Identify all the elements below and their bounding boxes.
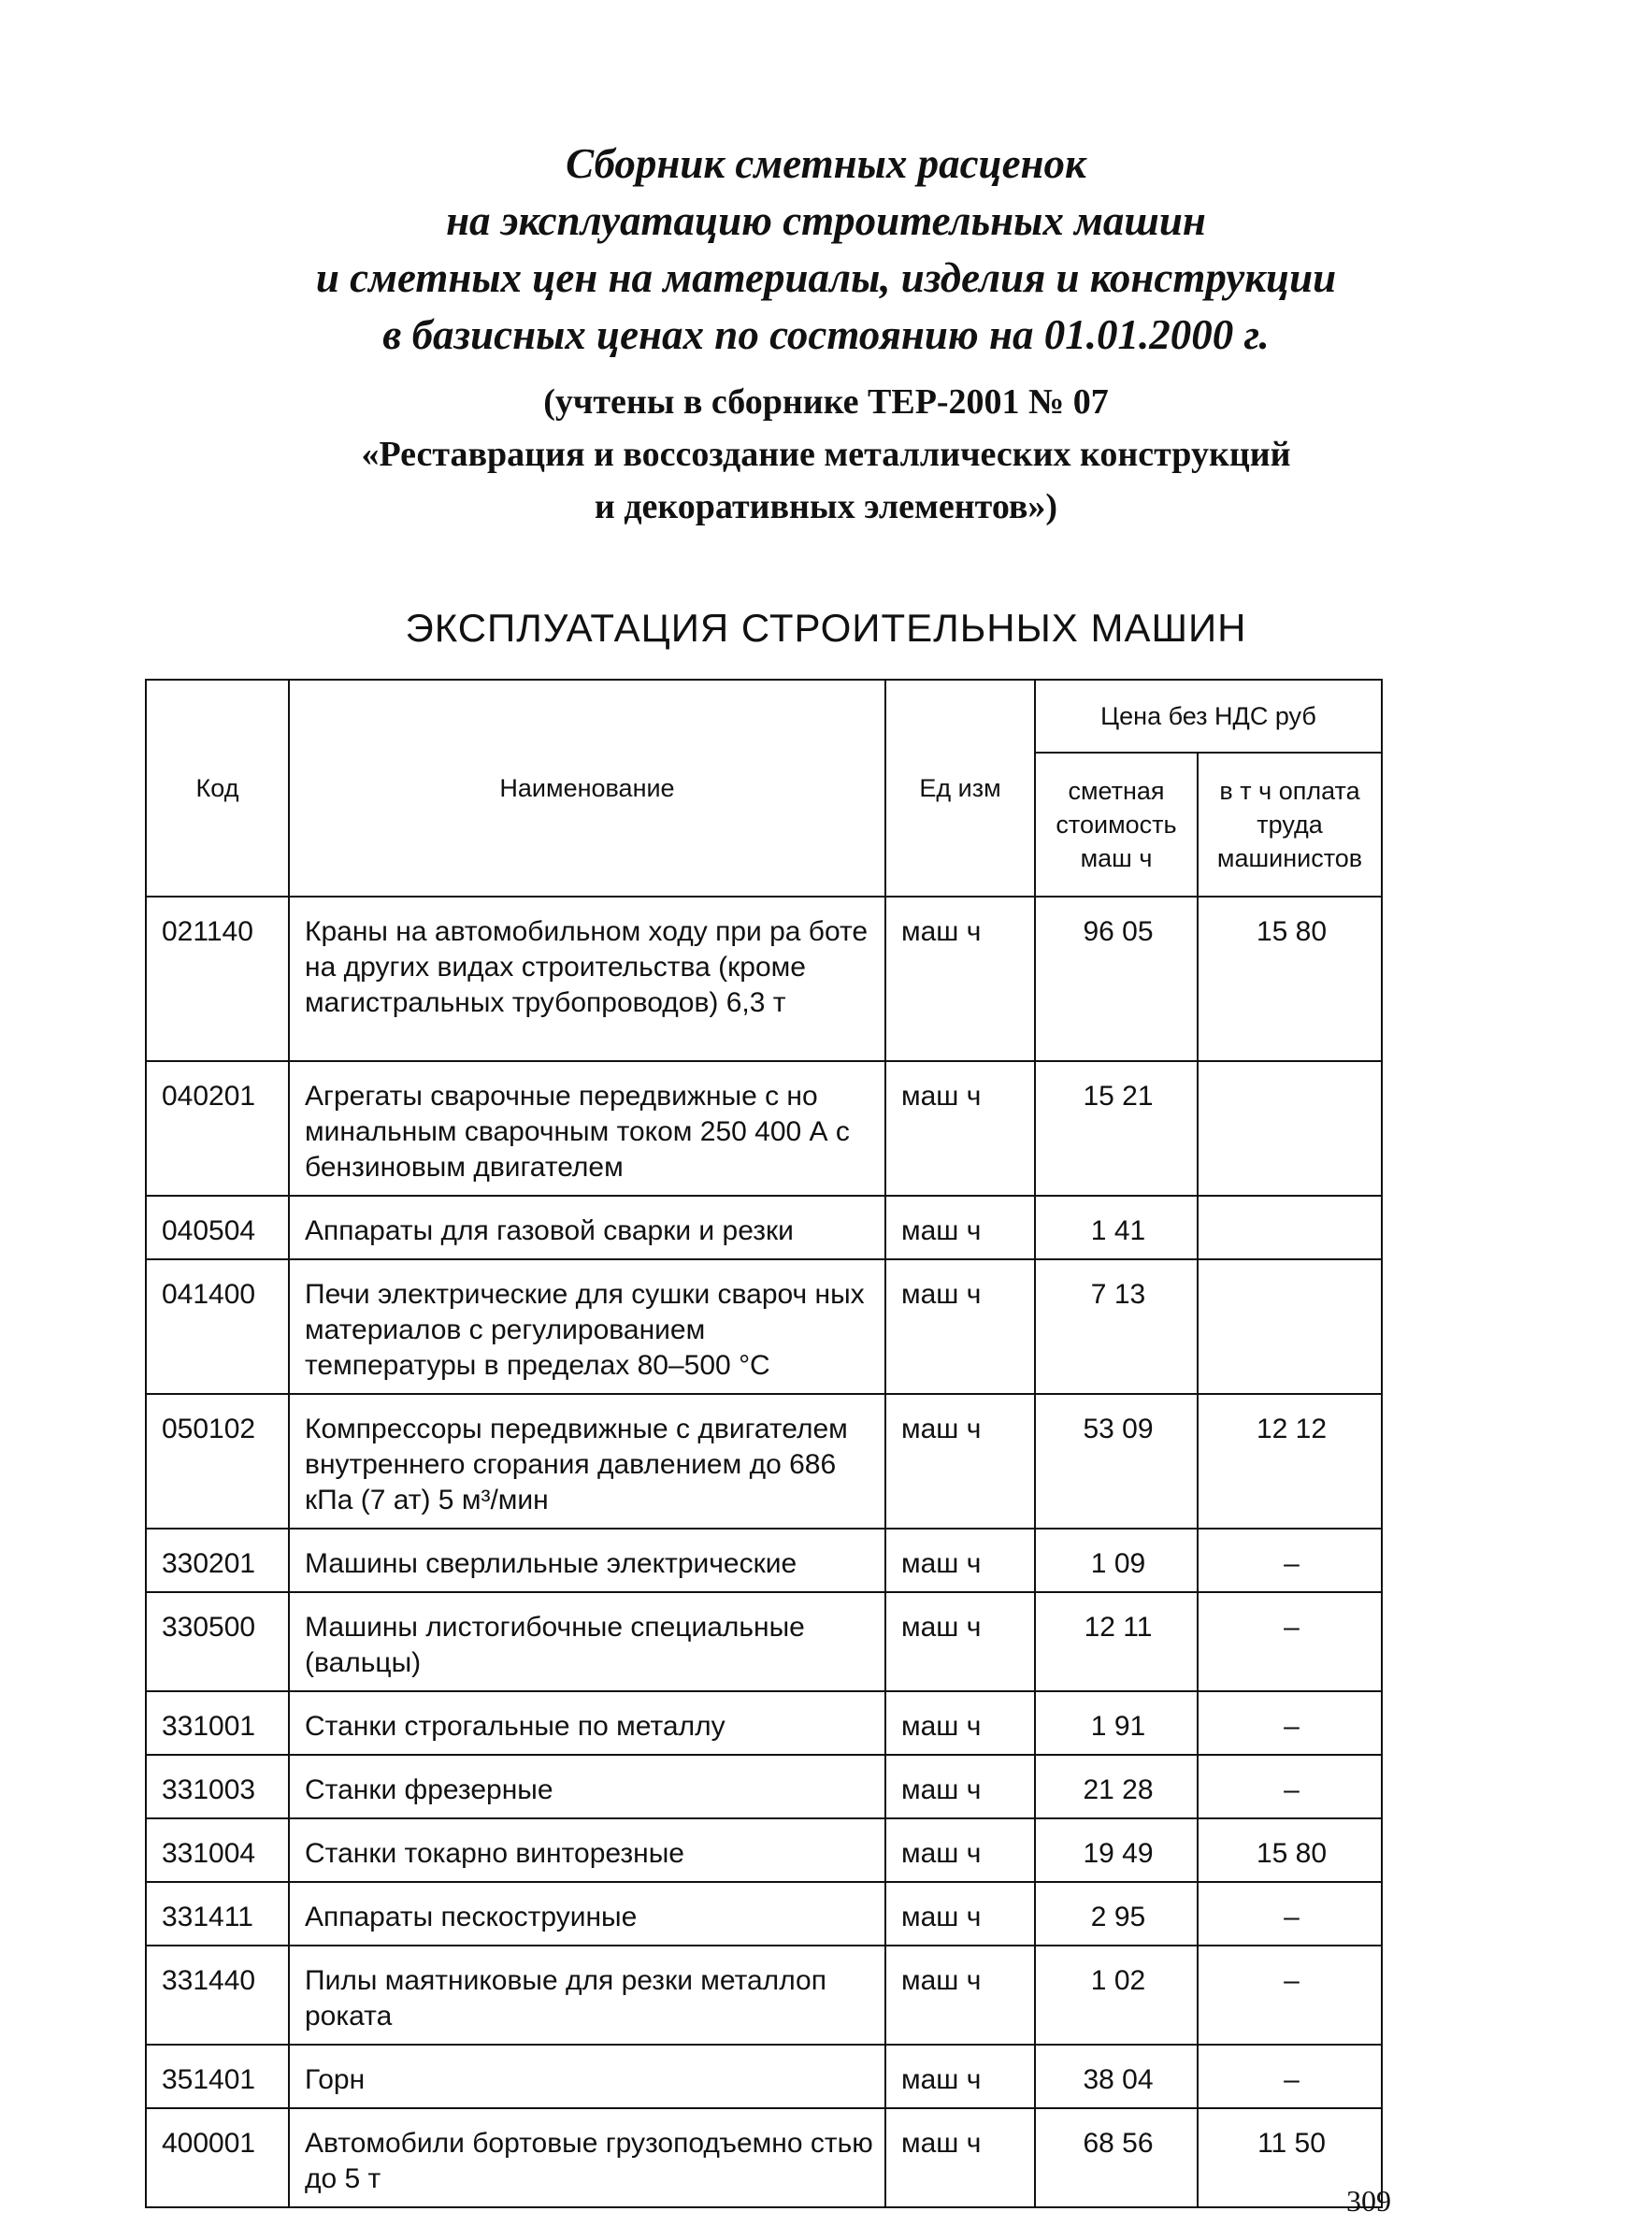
table-row [146, 1691, 1382, 1755]
table-header [146, 680, 1382, 897]
cell-code: 331001 [146, 1691, 289, 1755]
cell-name: Аппараты пескоструиные [289, 1882, 885, 1946]
cell-name: Краны на автомобильном ходу при ра боте на других видах строительства (кроме магистральных трубопроводов) 6,3 т [289, 897, 885, 1061]
cell-unit: маш ч [885, 897, 1035, 1061]
cell-cost: 2 95 [1035, 1882, 1198, 1946]
table-row [146, 2045, 1382, 2108]
cell-labor: – [1198, 1946, 1382, 2045]
cell-unit: маш ч [885, 2108, 1035, 2207]
table-body [146, 897, 1382, 2207]
header-name: Наименование [289, 680, 885, 897]
header-price-group: Цена без НДС руб [1035, 680, 1382, 753]
header-unit: Ед изм [885, 680, 1035, 897]
cell-cost: 15 21 [1035, 1061, 1198, 1196]
cell-unit: маш ч [885, 1818, 1035, 1882]
collection-title [0, 136, 1652, 364]
cell-labor [1198, 1196, 1382, 1259]
title-line: на эксплуатацию строительных машин [446, 197, 1206, 244]
table-row [146, 1882, 1382, 1946]
cell-cost: 68 56 [1035, 2108, 1198, 2207]
cell-cost: 12 11 [1035, 1592, 1198, 1691]
cell-name: Машины сверлильные электрические [289, 1529, 885, 1592]
cell-code: 050102 [146, 1394, 289, 1529]
cell-labor: – [1198, 1755, 1382, 1818]
cell-name: Пилы маятниковые для резки металлоп роката [289, 1946, 885, 2045]
cell-name: Станки строгальные по металлу [289, 1691, 885, 1755]
cell-unit: маш ч [885, 1691, 1035, 1755]
subtitle-line: «Реставрация и воссоздание металлических конструкций [361, 435, 1291, 474]
subtitle-line: (учтены в сборнике ТЕР-2001 № 07 [543, 382, 1109, 422]
cell-cost: 21 28 [1035, 1755, 1198, 1818]
cell-code: 041400 [146, 1259, 289, 1394]
title-line: Сборник сметных расценок [566, 140, 1086, 187]
cell-cost: 1 91 [1035, 1691, 1198, 1755]
cell-code: 040504 [146, 1196, 289, 1259]
cell-unit: маш ч [885, 1259, 1035, 1394]
cell-name: Компрессоры передвижные с двигателем внутреннего сгорания давлением до 686 кПа (7 ат) 5 м³/мин [289, 1394, 885, 1529]
cell-code: 330201 [146, 1529, 289, 1592]
header-cost: сметная стоимость маш ч [1035, 753, 1198, 897]
subtitle-line: и декоративных элементов») [594, 487, 1058, 526]
cell-cost: 19 49 [1035, 1818, 1198, 1882]
cell-labor: 15 80 [1198, 1818, 1382, 1882]
cell-labor: 15 80 [1198, 897, 1382, 1061]
table-row [146, 1755, 1382, 1818]
collection-subtitle [0, 376, 1652, 533]
cell-code: 331004 [146, 1818, 289, 1882]
machine-rates-table [145, 679, 1383, 2208]
cell-name: Автомобили бортовые грузоподъемно стью до 5 т [289, 2108, 885, 2207]
table-row [146, 897, 1382, 1061]
page-number: 309 [1346, 2184, 1391, 2218]
cell-labor: – [1198, 1529, 1382, 1592]
cell-labor: – [1198, 1691, 1382, 1755]
cell-labor: 11 50 [1198, 2108, 1382, 2207]
cell-labor [1198, 1259, 1382, 1394]
cell-cost: 1 09 [1035, 1529, 1198, 1592]
header-labor: в т ч оплата труда машинистов [1198, 753, 1382, 897]
cell-labor: – [1198, 1882, 1382, 1946]
cell-unit: маш ч [885, 1394, 1035, 1529]
cell-labor: – [1198, 2045, 1382, 2108]
table-row [146, 1061, 1382, 1196]
header-code: Код [146, 680, 289, 897]
cell-name: Горн [289, 2045, 885, 2108]
table-row [146, 1529, 1382, 1592]
cell-code: 331003 [146, 1755, 289, 1818]
cell-labor [1198, 1061, 1382, 1196]
cell-unit: маш ч [885, 2045, 1035, 2108]
title-line: в базисных ценах по состоянию на 01.01.2000 г. [382, 311, 1270, 358]
cell-unit: маш ч [885, 1592, 1035, 1691]
cell-cost: 7 13 [1035, 1259, 1198, 1394]
cell-unit: маш ч [885, 1196, 1035, 1259]
cell-unit: маш ч [885, 1529, 1035, 1592]
table-row [146, 1259, 1382, 1394]
cell-cost: 1 02 [1035, 1946, 1198, 2045]
title-line: и сметных цен на материалы, изделия и конструкции [315, 254, 1337, 301]
cell-code: 351401 [146, 2045, 289, 2108]
cell-code: 400001 [146, 2108, 289, 2207]
cell-name: Станки фрезерные [289, 1755, 885, 1818]
cell-name: Машины листогибочные специальные (вальцы) [289, 1592, 885, 1691]
cell-unit: маш ч [885, 1061, 1035, 1196]
table-row [146, 2108, 1382, 2207]
table-row [146, 1946, 1382, 2045]
section-heading: ЭКСПЛУАТАЦИЯ СТРОИТЕЛЬНЫХ МАШИН [405, 606, 1247, 650]
cell-unit: маш ч [885, 1946, 1035, 2045]
cell-unit: маш ч [885, 1882, 1035, 1946]
cell-cost: 1 41 [1035, 1196, 1198, 1259]
cell-labor: 12 12 [1198, 1394, 1382, 1529]
cell-name: Аппараты для газовой сварки и резки [289, 1196, 885, 1259]
table-row [146, 1394, 1382, 1529]
cell-code: 331411 [146, 1882, 289, 1946]
cell-code: 330500 [146, 1592, 289, 1691]
cell-cost: 96 05 [1035, 897, 1198, 1061]
table-row [146, 1592, 1382, 1691]
cell-name: Станки токарно винторезные [289, 1818, 885, 1882]
cell-cost: 38 04 [1035, 2045, 1198, 2108]
table-row [146, 1818, 1382, 1882]
cell-name: Печи электрические для сушки свароч ных материалов с регулированием температуры в пределах 80–500 °С [289, 1259, 885, 1394]
cell-code: 331440 [146, 1946, 289, 2045]
cell-labor: – [1198, 1592, 1382, 1691]
cell-unit: маш ч [885, 1755, 1035, 1818]
cell-name: Агрегаты сварочные передвижные с но минальным сварочным током 250 400 А с бензиновым двигателем [289, 1061, 885, 1196]
table-row [146, 1196, 1382, 1259]
cell-code: 040201 [146, 1061, 289, 1196]
cell-code: 021140 [146, 897, 289, 1061]
cell-cost: 53 09 [1035, 1394, 1198, 1529]
